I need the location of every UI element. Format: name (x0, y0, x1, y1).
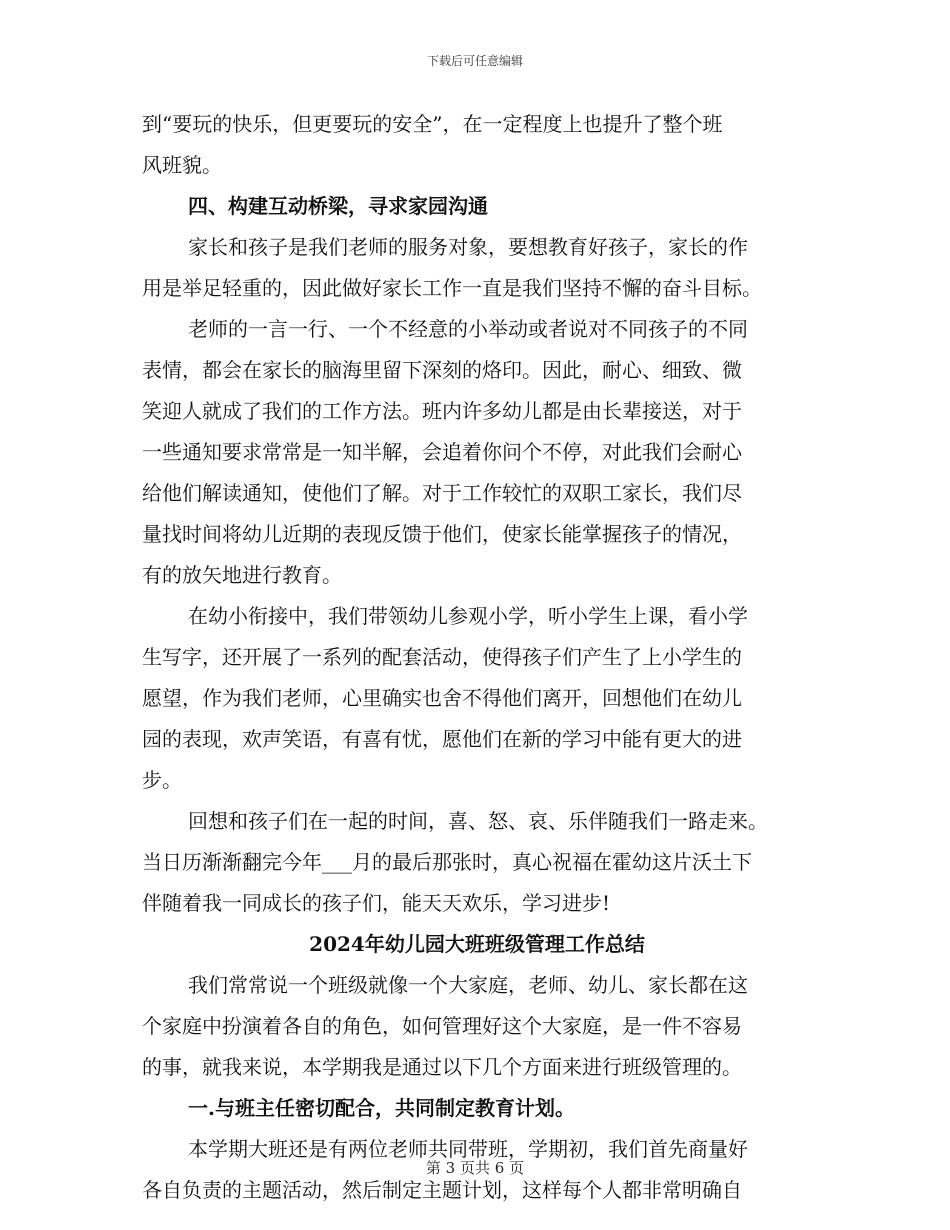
text-line: 园的表现，欢声笑语，有喜有忧，愿他们在新的学习中能有更大的进 (142, 727, 742, 751)
text-line: 在幼小衔接中，我们带领幼儿参观小学，听小学生上课，看小学 (188, 604, 748, 628)
text-line: 本学期大班还是有两位老师共同带班，学期初，我们首先商量好 (188, 1137, 748, 1161)
text-line: 家长和孩子是我们老师的服务对象，要想教育好孩子，家长的作 (188, 235, 748, 259)
text-line: 风班貌。 (142, 153, 222, 177)
text-line: 各自负责的主题活动，然后制定主题计划，这样每个人都非常明确自 (142, 1178, 742, 1202)
document-body (142, 104, 812, 1211)
text-line: 个家庭中扮演着各自的角色，如何管理好这个大家庭，是一件不容易 (142, 1014, 742, 1038)
document-title: 2024年幼儿园大班班级管理工作总结 (309, 932, 645, 956)
text-line: 笑迎人就成了我们的工作方法。班内许多幼儿都是由长辈接送，对于 (142, 399, 742, 423)
text-line: 的事，就我来说，本学期我是通过以下几个方面来进行班级管理的。 (142, 1055, 742, 1079)
text-line: 伴随着我一同成长的孩子们，能天天欢乐，学习进步! (142, 891, 611, 915)
text-line: 一些通知要求常常是一知半解，会追着你问个不停，对此我们会耐心 (142, 440, 742, 464)
text-line: 给他们解读通知，使他们了解。对于工作较忙的双职工家长，我们尽 (142, 481, 742, 505)
section-heading: 一.与班主任密切配合，共同制定教育计划。 (188, 1096, 575, 1120)
section-heading: 四、构建互动桥梁，寻求家园沟通 (188, 194, 488, 218)
text-line: 有的放矢地进行教育。 (142, 563, 342, 587)
text-line: 量找时间将幼儿近期的表现反馈于他们，使家长能掌握孩子的情况， (142, 522, 742, 546)
text-line: 到“要玩的快乐，但更要玩的安全”，在一定程度上也提升了整个班 (142, 112, 723, 136)
page-header: 下载后可任意编辑 (426, 54, 523, 68)
page-footer: 第 3 页共 6 页 (425, 1159, 525, 1177)
text-line: 当日历渐渐翻完今年___月的最后那张时，真心祝福在霍幼这片沃土下 (142, 850, 752, 874)
text-line: 回想和孩子们在一起的时间，喜、怒、哀、乐伴随我们一路走来。 (188, 809, 768, 833)
text-line: 生写字，还开展了一系列的配套活动，使得孩子们产生了上小学生的 (142, 645, 742, 669)
text-line: 愿望，作为我们老师，心里确实也舍不得他们离开，回想他们在幼儿 (142, 686, 742, 710)
text-line: 步。 (142, 768, 182, 792)
text-line: 表情，都会在家长的脑海里留下深刻的烙印。因此，耐心、细致、微 (142, 358, 742, 382)
text-line: 我们常常说一个班级就像一个大家庭，老师、幼儿、家长都在这 (188, 973, 748, 997)
text-line: 用是举足轻重的，因此做好家长工作一直是我们坚持不懈的奋斗目标。 (142, 276, 762, 300)
text-line: 老师的一言一行、一个不经意的小举动或者说对不同孩子的不同 (188, 317, 748, 341)
